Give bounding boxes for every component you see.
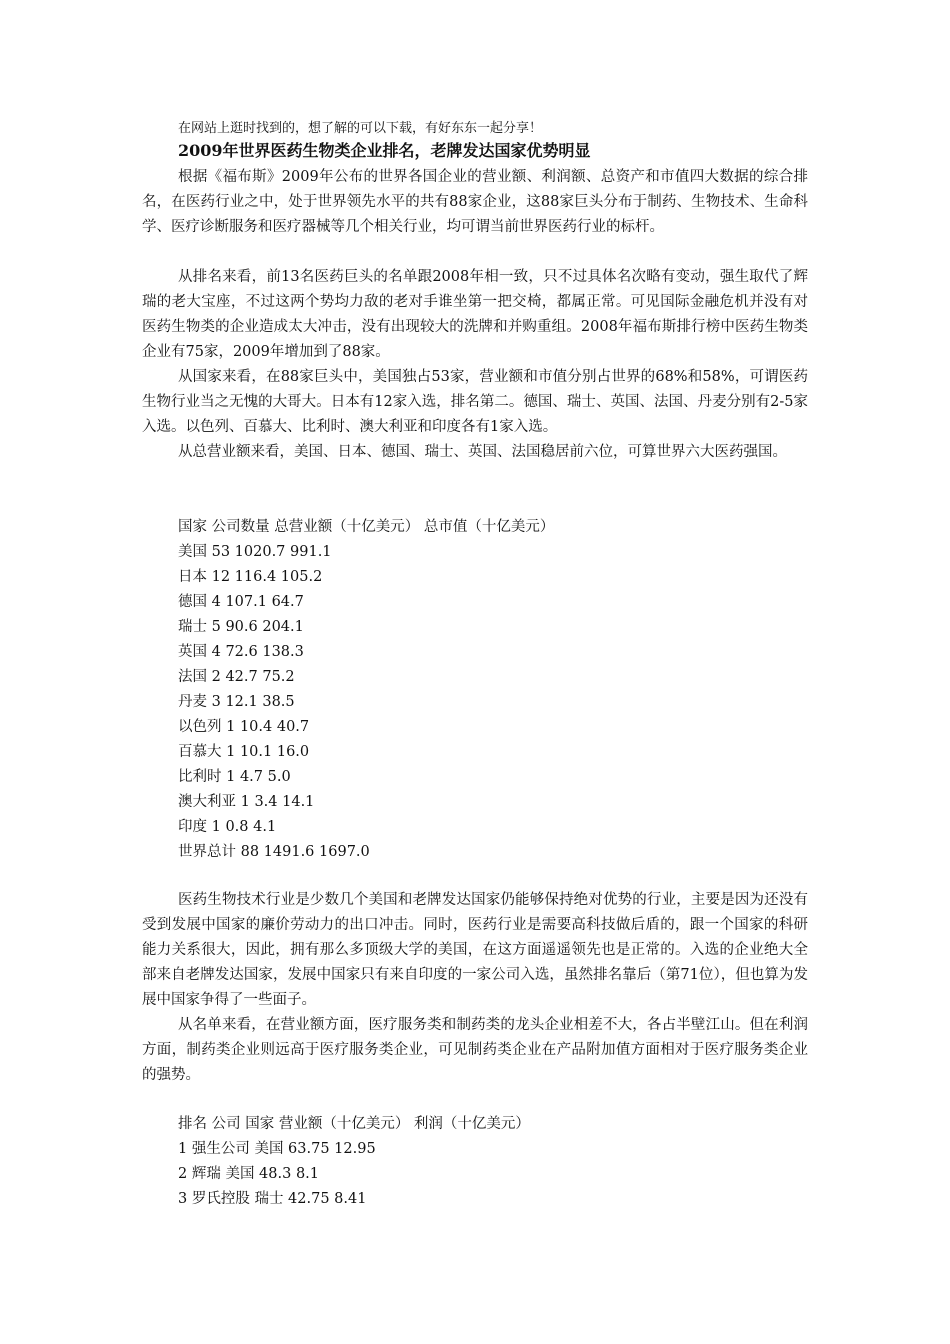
- paragraph-1: 根据《福布斯》2009年公布的世界各国企业的营业额、利润额、总资产和市值四大数据的综合排名，在医药行业之中，处于世界领先水平的共有88家企业，这88家巨头分布于制药、生物技术、生命科学、医疗诊断服务和医疗器械等几个相关行业，均可谓当前世界医药行业的标杆。: [142, 169, 808, 235]
- title-text: 年世界医药生物类企业排名，老牌发达国家优势明显: [222, 141, 591, 160]
- table-row: 3 罗氏控股 瑞士 42.75 8.41: [178, 1191, 367, 1207]
- table-row: 百慕大 1 10.1 16.0: [178, 744, 310, 760]
- intro-note: 在网站上逛时找到的，想了解的可以下载，有好东东一起分享！: [178, 121, 543, 136]
- company-table-header: 排名 公司 国家 营业额（十亿美元） 利润（十亿美元）: [178, 1116, 530, 1132]
- country-table-header: 国家 公司数量 总营业额（十亿美元） 总市值（十亿美元）: [178, 519, 555, 535]
- paragraph-5: 医药生物技术行业是少数几个美国和老牌发达国家仍能够保持绝对优势的行业，主要是因为还没有受到发展中国家的廉价劳动力的出口冲击。同时，医药行业是需要高科技做后盾的，跟一个国家的科研能力关系很大，因此，拥有那么多顶级大学的美国，在这方面遥遥领先也是正常的。入选的企业绝大全部来自老牌发达国家，发展中国家只有来自印度的一家公司入选，虽然排名靠后（第71位），但也算为发展中国家争得了一些面子。: [142, 892, 808, 1008]
- table-row: 1 强生公司 美国 63.75 12.95: [178, 1141, 376, 1157]
- paragraph-3: 从国家来看，在88家巨头中，美国独占53家，营业额和市值分别占世界的68%和58%，可谓医药生物行业当之无愧的大哥大。日本有12家入选，排名第二。德国、瑞士、英国、法国、丹麦分别有2-5家入选。以色列、百慕大、比利时、澳大利亚和印度各有1家入选。: [142, 369, 808, 435]
- table-row: 以色列 1 10.4 40.7: [178, 719, 310, 735]
- table-row: 德国 4 107.1 64.7: [178, 594, 304, 610]
- table-row: 丹麦 3 12.1 38.5: [178, 694, 295, 710]
- paragraph-2: 从排名来看，前13名医药巨头的名单跟2008年相一致，只不过具体名次略有变动，强生取代了辉瑞的老大宝座，不过这两个势均力敌的老对手谁坐第一把交椅，都属正常。可见国际金融危机并没有对医药生物类的企业造成太大冲击，没有出现较大的洗牌和并购重组。2008年福布斯排行榜中医药生物类企业有75家，2009年增加到了88家。: [142, 269, 808, 360]
- table-row: 美国 53 1020.7 991.1: [178, 544, 332, 560]
- table-row: 瑞士 5 90.6 204.1: [178, 619, 304, 635]
- country-table: [178, 515, 554, 865]
- paragraph-4: 从总营业额来看，美国、日本、德国、瑞士、英国、法国稳居前六位，可算世界六大医药强国。: [178, 444, 787, 460]
- table-row: 印度 1 0.8 4.1: [178, 819, 277, 835]
- table-row: 澳大利亚 1 3.4 14.1: [178, 794, 315, 810]
- table-row: 法国 2 42.7 75.2: [178, 669, 295, 685]
- paragraph-6: 从名单来看，在营业额方面，医疗服务类和制药类的龙头企业相差不大，各占半壁江山。但在利润方面，制药类企业则远高于医疗服务类企业，可见制药类企业在产品附加值方面相对于医疗服务类企业的强势。: [142, 1017, 808, 1083]
- table-row: 2 辉瑞 美国 48.3 8.1: [178, 1166, 320, 1182]
- table-row: 世界总计 88 1491.6 1697.0: [178, 844, 370, 860]
- table-row: 日本 12 116.4 105.2: [178, 569, 323, 585]
- document-title: [178, 140, 591, 162]
- company-table: [178, 1112, 530, 1212]
- table-row: 比利时 1 4.7 5.0: [178, 769, 291, 785]
- table-row: 英国 4 72.6 138.3: [178, 644, 304, 660]
- title-year: 2009: [178, 141, 223, 160]
